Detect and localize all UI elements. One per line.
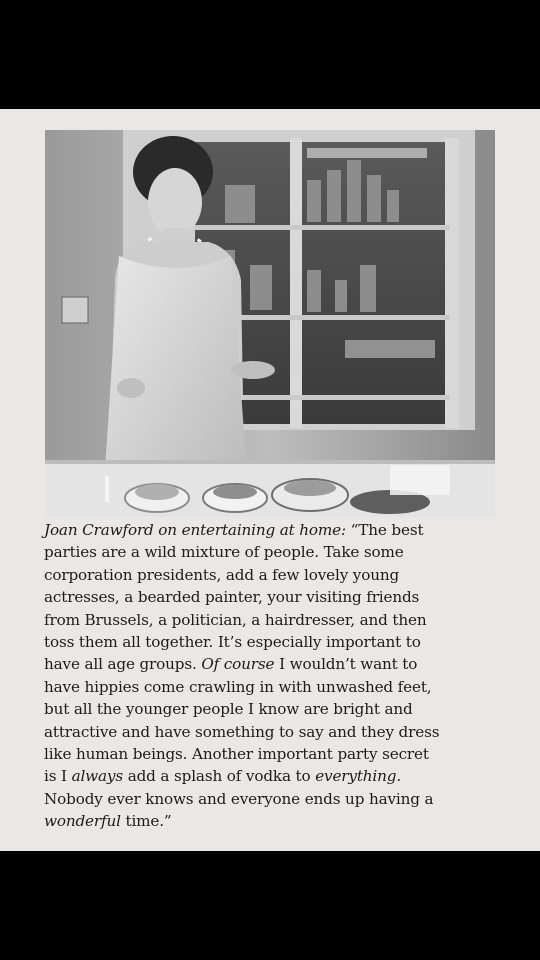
caption-run: toss them all together. It’s especially important to <box>44 633 421 652</box>
caption-line <box>44 653 506 675</box>
photo-joan-crawford-kitchen <box>45 130 495 517</box>
caption-line <box>44 519 506 541</box>
caption-line <box>44 698 506 720</box>
caption-run: time.” <box>120 812 172 831</box>
caption-run: actresses, a bearded painter, your visiting friends <box>44 588 420 607</box>
caption-run: is I <box>44 767 72 786</box>
caption-run: but all the younger people I know are bright and <box>44 700 413 719</box>
caption-run: “The best <box>345 521 424 539</box>
caption-italic-run: wonderful <box>44 812 121 831</box>
caption-line <box>44 788 506 810</box>
caption-line <box>44 676 506 698</box>
caption-line <box>44 810 506 832</box>
caption-line <box>44 564 506 586</box>
caption-run: parties are a wild mixture of people. Take some <box>44 543 404 562</box>
caption-line <box>44 721 506 743</box>
caption-line <box>44 586 506 608</box>
caption-run: have all age groups. <box>44 655 202 674</box>
caption-italic-run: always <box>71 767 124 786</box>
caption-line <box>44 743 506 765</box>
caption-run: like human beings. Another important party secret <box>44 745 429 764</box>
caption-line <box>44 765 506 787</box>
caption-run: attractive and have something to say and they dress <box>44 722 440 741</box>
caption-italic-run: Joan Crawford on entertaining at home: <box>44 521 346 539</box>
caption-run: Nobody ever knows and everyone ends up having a <box>44 789 434 808</box>
caption-run: corporation presidents, add a few lovely young <box>44 565 400 584</box>
magazine-page <box>0 109 540 851</box>
caption-run: have hippies come crawling in with unwashed feet, <box>44 677 432 696</box>
caption-run: from Brussels, a politician, a hairdresser, and then <box>44 610 427 629</box>
caption-line <box>44 609 506 631</box>
caption-italic-run: Of course <box>201 655 275 674</box>
caption-run: I wouldn’t want to <box>274 655 418 674</box>
photo-caption <box>44 519 506 833</box>
caption-line <box>44 541 506 563</box>
caption-italic-run: everything. <box>315 767 402 786</box>
caption-run: add a splash of vodka to <box>123 767 316 786</box>
caption-line <box>44 631 506 653</box>
